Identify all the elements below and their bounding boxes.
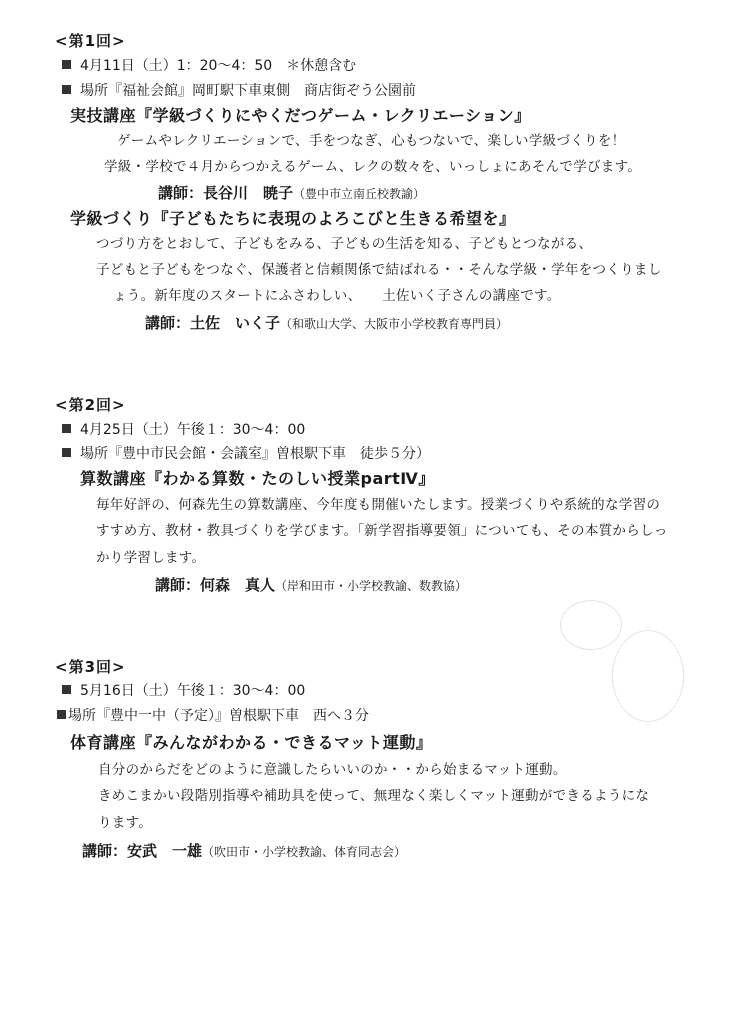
session1-lecture2-line: つづり方をとおして、子どもをみる、子どもの生活を知る、子どもとつながる、 [96,236,593,252]
bleed-through-mark [560,600,622,650]
session1-lecture1-line: ゲームやレクリエーションで、手をつなぎ、心もつないで、楽しい学級づくりを！ [117,133,626,149]
session2-lecture-title: 算数講座『わかる算数・たのしい授業partⅣ』 [80,469,435,488]
session1-lecture2-title: 学級づくり『子どもたちに表現のよろこびと生きる希望を』 [70,209,516,228]
session1-lecture1-line: 学級・学校で４月からつかえるゲーム、レクの数々を、いっしょにあそんで学びます。 [104,159,642,175]
session3-date: 5月16日（土）午後１：30～4：00 [62,684,305,698]
session3-place: 場所『豊中一中（予定）』曽根駅下車 西へ３分 [57,709,369,723]
session2-date: 4月25日（土）午後１：30～4：00 [62,423,305,437]
session1-lecture2-line: 子どもと子どもをつなぐ、保護者と信頼関係で結ばれる・・そんな学級・学年をつくりまし [96,262,662,278]
session1-lecture1-title: 実技講座『学級づくりにやくだつゲーム・レクリエーション』 [70,106,531,125]
session2-heading: <第2回> [55,396,126,414]
session3-lecture-line: ります。 [98,815,153,831]
session2-place: 場所『豊中市民会館・会議室』曽根駅下車 徒歩５分） [62,447,430,461]
session3-lecture-line: 自分のからだをどのように意識したらいいのか・・から始まるマット運動。 [98,762,567,778]
session1-lecture2-lecturer: 講師：土佐 いく子（和歌山大学、大阪市小学校教育専門員） [145,314,509,332]
session1-place: 場所『福祉会館』岡町駅下車東側 商店街ぞう公園前 [62,84,416,98]
session2-lecture-lecturer: 講師：何森 真人（岸和田市・小学校教諭、数教協） [155,576,468,594]
session1-lecture1-lecturer: 講師：長谷川 暁子（豊中市立南丘校教諭） [158,184,426,202]
bullet-icon [62,448,71,457]
session2-lecture-line: 毎年好評の、何森先生の算数講座、今年度も開催いたします。授業づくりや系統的な学習の [96,497,661,513]
bullet-icon [62,85,71,94]
bullet-icon [57,710,66,719]
bullet-icon [62,60,71,69]
session2-lecture-line: かり学習します。 [96,550,206,566]
session3-heading: <第3回> [55,658,126,676]
session1-heading: <第1回> [55,32,126,50]
session3-lecture-line: きめこまかい段階別指導や補助具を使って、無理なく楽しくマット運動ができるようにな [98,788,650,804]
bullet-icon [62,685,71,694]
session2-lecture-line: すすめ方、教材・教具づくりを学びます。「新学習指導要領」についても、その本質からしっ [96,523,668,539]
bullet-icon [62,424,71,433]
session1-lecture2-line: ょう。新年度のスタートにふさわしい、 土佐いく子さんの講座です。 [113,288,561,304]
session3-lecture-title: 体育講座『みんながわかる・できるマット運動』 [70,733,433,752]
bleed-through-mark [612,630,684,722]
session3-lecture-lecturer: 講師：安武 一雄（吹田市・小学校教諭、体育同志会） [82,842,407,860]
session1-date: 4月11日（土）1：20～4：50 ＊休憩含む [62,59,356,73]
